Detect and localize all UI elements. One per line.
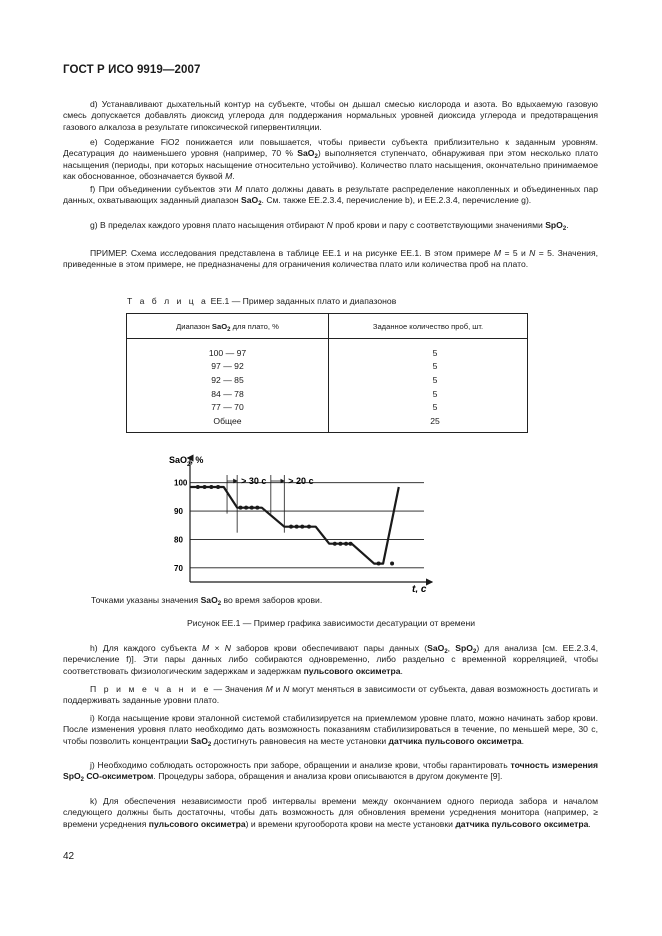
sample-point [239,506,243,510]
variable-m: M [202,643,210,653]
paragraph-e-text: е) Содержание FiO2 понижается или повышается, чтобы привести субъекта приблизительно к заданным уровням. Десатурация до наименьшего уровня (например, 70 % [63,137,598,159]
table-row-total: Общее 25 [127,414,528,432]
sample-point [390,562,394,566]
paragraph-d [63,99,598,133]
paragraph-j: j) Необходимо соблюдать осторожность при заборе, обращении и анализе крови, чтобы гарантировать точность измерения SpO$_2$ СО-оксиметром. Процедуры забора, обращения и анализа крови описываются в другом документе [9]. [63,760,598,784]
y-tick-label: 100 [174,478,188,488]
variable-n: N [326,220,333,230]
paragraph-note: П р и м е ч а н и е — Значения M и N могут меняться в зависимости от субъекта, давая возможность достигать и поддерживать заданные уровни плато. [63,684,598,706]
y-axis-label: SaO$_2$, % [169,455,204,468]
column-header-range: Диапазон SaO$_2$ для плато, % [127,314,329,339]
sao2-term: SaO$_2$ [297,148,318,161]
variable-m: M [225,171,233,182]
interval-label: > 20 c [288,476,314,486]
sample-point [344,542,348,546]
paragraph-f: f) При объединении субъектов эти M плато должны давать в результате распределение накопленных и объединенных пар данных, охватывающих заданный диапазон SaO$_2$. См. также ЕЕ.2.3.4, перечисление b), и ЕЕ.2.3.4, перечисление g). [63,184,598,208]
y-tick-label: 70 [174,563,183,573]
paragraph-j-text: j) Необходимо соблюдать осторожность при заборе, обращении и анализе крови, чтобы гарантировать [90,760,511,770]
table-caption: Т а б л и ц а ЕЕ.1 — Пример заданных плато и диапазонов [127,296,397,306]
paragraph-e-text-2: ) выполняется ступенчато, обнаруживая при этом несколько плато насыщения (периоды, при которых насыщение относительно устойчиво). Количество плато насыщения, окончательно принимаемое как обоснованное, обозначается буквой [63,148,598,182]
paragraph-i: i) Когда насыщение крови эталонной системой стабилизируется на приемлемом уровне плато, можно начинать забор крови. После изменения уровня плато необходимо дать возможность показаниям стабилизироваться в течение, по меньшей мере, 30 с, чтобы позволить концентрации SaO$_2$ достигнуть равновесия на месте установки датчика пульсового оксиметра. [63,713,598,748]
plateau-table [126,313,528,433]
table-row: 97 — 92 5 [127,360,528,374]
series-line [190,487,399,564]
table-row: 92 — 85 5 [127,373,528,387]
sample-point [203,485,207,489]
figure-caption: Рисунок ЕЕ.1 — Пример графика зависимости десатурации от времени [186,618,476,628]
paragraph-example: ПРИМЕР. Схема исследования представлена в таблице ЕЕ.1 и на рисунке ЕЕ.1. В этом примере M = 5 и N = 5. Значения, приведенные в этом примере, не предназначены для ограничения количества плато или количества проб на плато. [63,248,598,270]
sample-point [244,506,248,510]
sample-point [338,542,342,546]
desaturation-chart [160,448,440,593]
sample-point [333,542,337,546]
column-header-count: Заданное количество проб, шт. [329,314,528,339]
sample-point [196,485,200,489]
paragraph-h: h) Для каждого субъекта M × N заборов крови обеспечивают пары данных (SaO$_2$, SpO$_2$) для анализа [см. ЕЕ.2.3.4, перечисление f)]. Эти пары данных либо собираются одновременно, либо раздельно с временной корреляцией, чтобы соответствовать физиологическим задержкам и задержкам пульсового оксиметра. [63,643,598,676]
page-header: ГОСТ Р ИСО 9919—2007 [63,64,201,76]
paragraph-e: е) Содержание FiO2 понижается или повышается, чтобы привести субъекта приблизительно к заданным уровням. Десатурация до наименьшего уровня (например, 70 % SaO$_2$) выполняется ступенчато, обнаруживая при этом несколько плато насыщения (периоды, при которых насыщение относительно устойчиво). Количество плато насыщения, окончательно принимаемое как обоснованное, обозначается буквой M. [63,137,598,182]
table-row: 84 — 78 5 [127,387,528,401]
paragraph-k: k) Для обеспечения независимости проб интервалы времени между окончанием одного периода забора и началом следующего должны быть достаточны, чтобы дать возможность для обновления времени усреднения монитора (например, ≥ времени усреднения пульсового оксиметра) и времени кругооборота крови на месте установки датчика пульсового оксиметра. [63,796,598,829]
y-tick-label: 90 [174,507,183,517]
interval-annotations [227,475,314,533]
example-text: ПРИМЕР. Схема исследования представлена в таблице ЕЕ.1 и на рисунке ЕЕ.1. В этом примере [90,248,494,258]
variable-n: N [224,643,231,653]
interval-label: > 30 c [241,476,267,486]
table-row: 100 — 97 5 [127,339,528,360]
figure-note: Точками указаны значения SaO$_2$ во время заборов крови. [91,595,323,607]
variable-m: M [493,248,502,258]
sample-point [216,485,220,489]
paragraph-h-text: h) Для каждого субъекта [90,643,203,653]
variable-n: N [529,248,536,258]
paragraph-k-text: k) Для обеспечения независимости проб интервалы времени между окончанием одного периода забора и началом следующего должны быть достаточны, чтобы дать возможность для обновления времени усреднения монитора (например, ≥ времени усреднения [63,796,598,829]
term-pulse-oximeter-sensor: датчика пульсового оксиметра [388,735,522,746]
paragraph-g-text: g) В пределах каждого уровня плато насыщения отбирают [90,220,327,230]
sample-point [307,525,311,529]
term-pulse-oximeter: пульсового оксиметра [303,665,401,676]
paragraph-d-text: d) Устанавливают дыхательный контур на субъекте, чтобы он дышал смесью кислорода и азота. Во вдыхаемую газовую смесь допускается добавлять диоксид углерода для поддержания нормальных уровней диоксида углерода и предотвращения газового алкалоза в результате гипоксической гипервентиляции. [63,99,598,132]
sample-point [289,525,293,529]
sample-point [295,525,299,529]
sample-point [250,506,254,510]
variable-m: M [234,184,243,194]
spo2-term: SpO$_2$ [545,220,567,232]
sample-point [377,562,381,566]
page-number: 42 [63,851,75,862]
y-tick-labels [174,479,188,573]
x-axis-label: t, c [412,584,427,593]
sample-point [300,525,304,529]
table-row: 77 — 70 5 [127,400,528,414]
y-tick-label: 80 [174,535,183,545]
paragraph-f-text: f) При объединении субъектов эти [90,184,235,194]
note-label: П р и м е ч а н и е [90,684,211,694]
paragraph-g: g) В пределах каждого уровня плато насыщения отбирают N проб крови и пару с соответствующими значениями SpO$_2$. [90,220,569,232]
paragraph-i-text: i) Когда насыщение крови эталонной системой стабилизируется на приемлемом уровне плато, можно начинать забор крови. После изменения уровня плато необходимо дать возможность показаниям стабилизироваться в течение, по меньшей мере, 30 с, чтобы позволить концентрации [63,713,598,746]
sample-point [349,542,353,546]
sample-point [209,485,213,489]
sao2-term: SaO$_2$ [241,195,262,208]
chart-grid [190,483,424,568]
sample-point [255,506,259,510]
